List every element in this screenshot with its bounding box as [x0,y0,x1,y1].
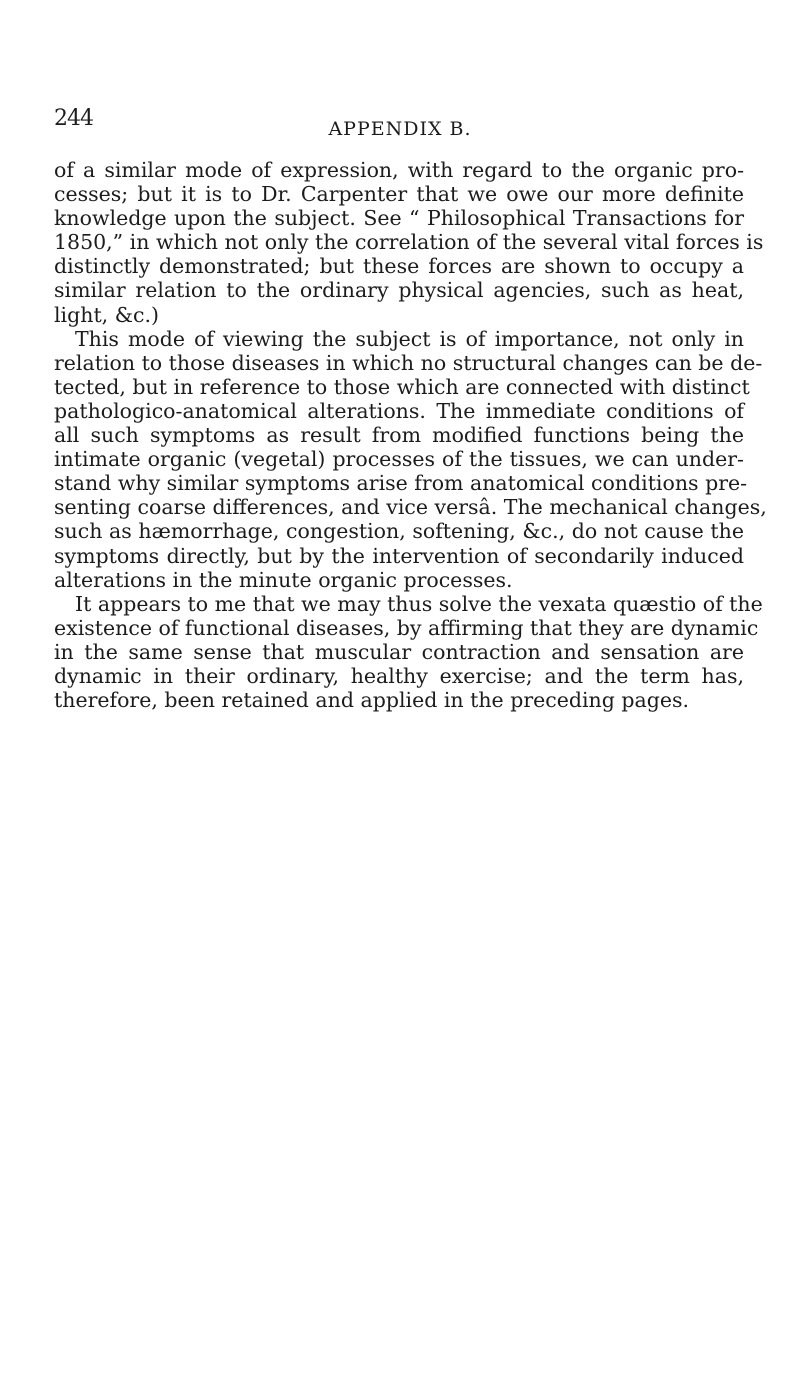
text-line: senting coarse differences, and vice versâ. The mechanical changes, [54,495,767,520]
text-line: intimate organic (vegetal) processes of the tissues, we can under- [54,447,744,472]
text-line: stand why similar symptoms arise from anatomical conditions pre- [54,471,748,496]
text-line: tected, but in reference to those which are connected with distinct [54,374,750,399]
text-line: This mode of viewing the subject is of importance, not only in [75,326,744,351]
text-line: relation to those diseases in which no structural changes can be de- [54,350,763,375]
text-line: 1850,” in which not only the correlation of the several vital forces is [54,230,764,255]
text-line: of a similar mode of expression, with regard to the organic pro- [54,158,744,182]
text-line: light, &c.) [54,302,159,327]
page-number: 244 [54,106,93,131]
text-line: symptoms directly, but by the intervention of secondarily induced [54,543,744,568]
text-line: cesses; but it is to Dr. Carpenter that we owe our more definite [54,182,744,207]
text-line: pathologico-anatomical alterations. The immediate conditions of [54,398,744,423]
text-line: such as hæmorrhage, congestion, softening, &c., do not cause the [54,519,744,544]
text-line: all such symptoms as result from modified functions being the [54,423,744,448]
text-line: knowledge upon the subject. See “ Philosophical Transactions for [54,206,744,231]
text-line: It appears to me that we may thus solve the vexata quæstio of the [75,591,763,616]
text-line: similar relation to the ordinary physical agencies, such as heat, [54,278,744,303]
text-line: alterations in the minute organic processes. [54,567,513,592]
text-line: existence of functional diseases, by affirming that they are dynamic [54,615,759,640]
text-line: therefore, been retained and applied in the preceding pages. [54,688,690,713]
text-line: dynamic in their ordinary, healthy exercise; and the term has, [54,663,744,688]
text-line: in the same sense that muscular contraction and sensation are [54,639,744,664]
running-head: APPENDIX B. [328,118,472,140]
text-line: distinctly demonstrated; but these forces are shown to occupy a [54,254,744,279]
body-text [54,158,767,713]
